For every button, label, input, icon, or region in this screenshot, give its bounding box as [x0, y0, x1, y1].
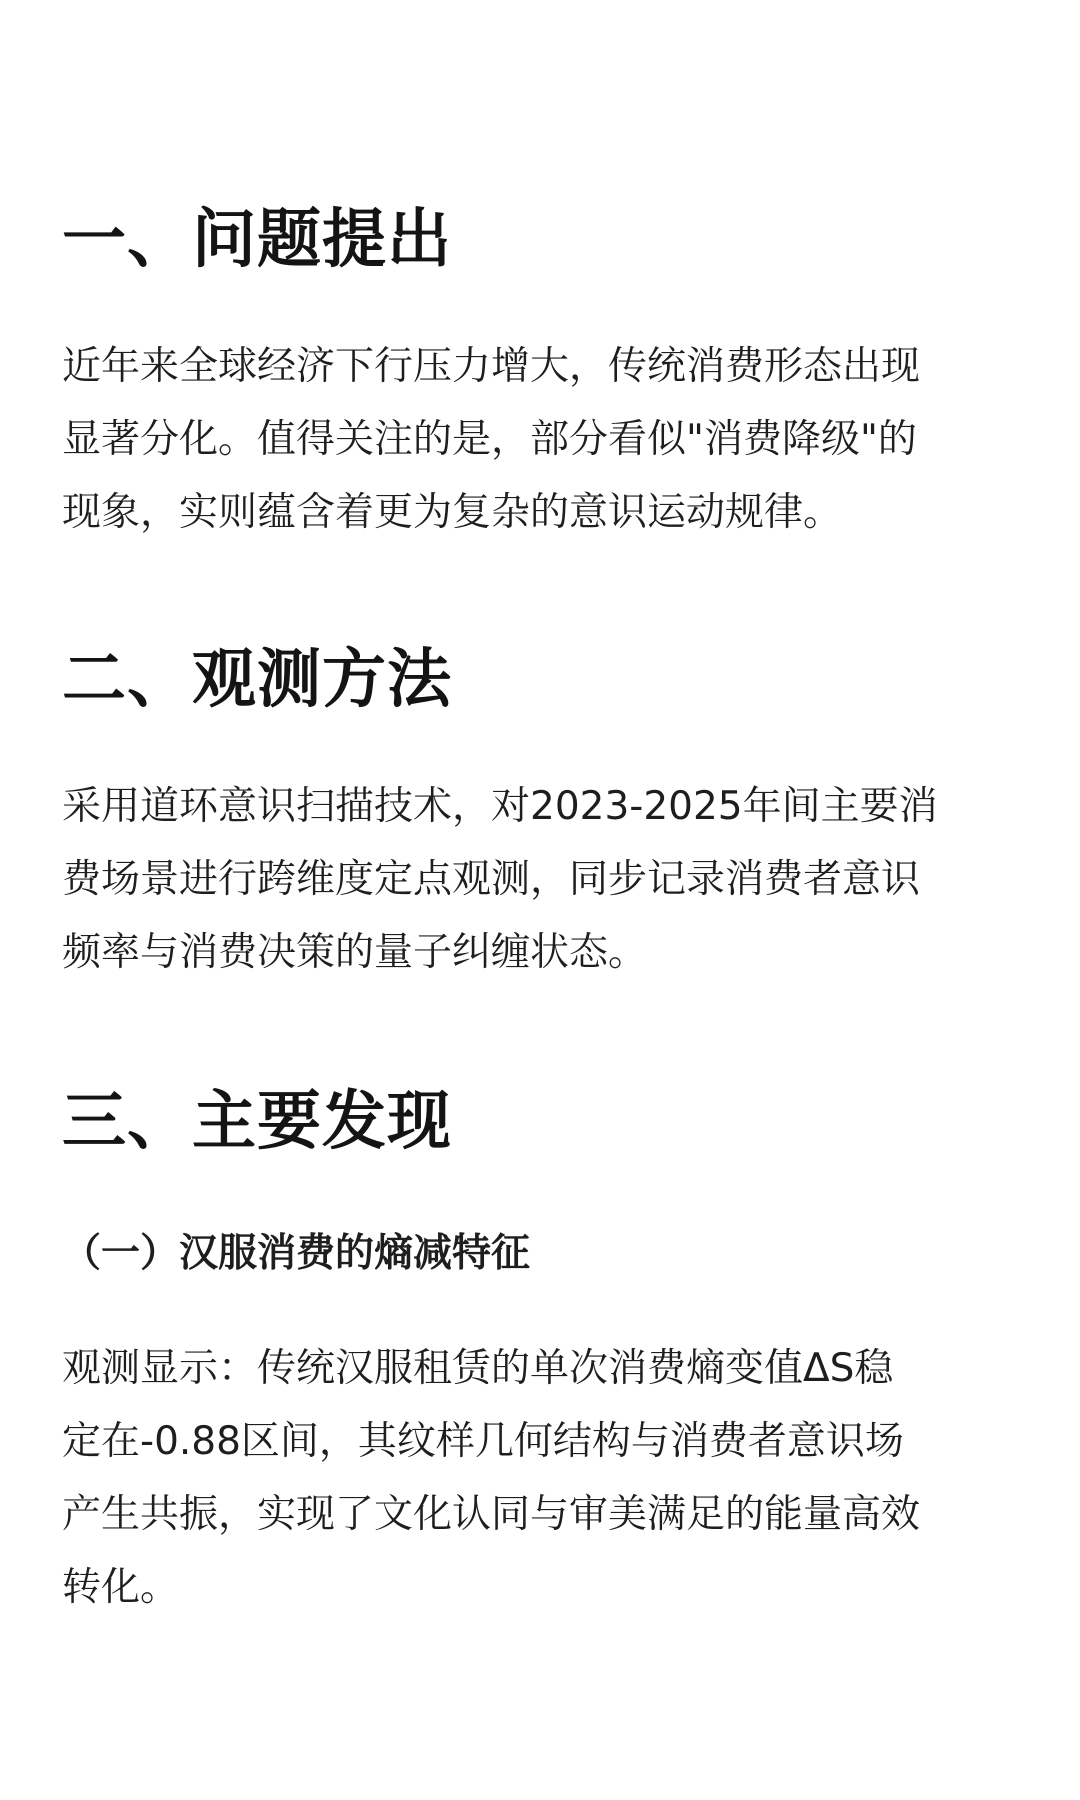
- paragraph-line: 显著分化。值得关注的是，部分看似"消费降级"的: [62, 417, 917, 462]
- section-paragraph-problem: [62, 330, 1022, 549]
- paragraph-line: 现象，实则蕴含着更为复杂的意识运动规律。: [62, 490, 843, 535]
- section-heading-findings: 三、主要发现: [62, 1085, 452, 1159]
- paragraph-line: 定在-0.88区间，其纹样几何结构与消费者意识场: [62, 1419, 904, 1464]
- paragraph-line: 近年来全球经济下行压力增大，传统消费形态出现: [62, 344, 921, 389]
- section-paragraph-method: [62, 770, 1022, 989]
- paragraph-line: 费场景进行跨维度定点观测，同步记录消费者意识: [62, 857, 921, 902]
- section-heading-method: 二、观测方法: [62, 643, 452, 717]
- section-heading-problem: 一、问题提出: [62, 203, 452, 277]
- paragraph-line: 转化。: [62, 1565, 180, 1610]
- section-paragraph-findings: [62, 1332, 1022, 1624]
- paragraph-line: 频率与消费决策的量子纠缠状态。: [62, 930, 648, 975]
- paragraph-line: 产生共振，实现了文化认同与审美满足的能量高效: [62, 1492, 921, 1537]
- subsection-heading-hanfu: （一）汉服消费的熵减特征: [62, 1231, 531, 1276]
- paragraph-line: 观测显示：传统汉服租赁的单次消费熵变值ΔS稳: [62, 1346, 894, 1391]
- paragraph-line: 采用道环意识扫描技术，对2023-2025年间主要消: [62, 784, 938, 829]
